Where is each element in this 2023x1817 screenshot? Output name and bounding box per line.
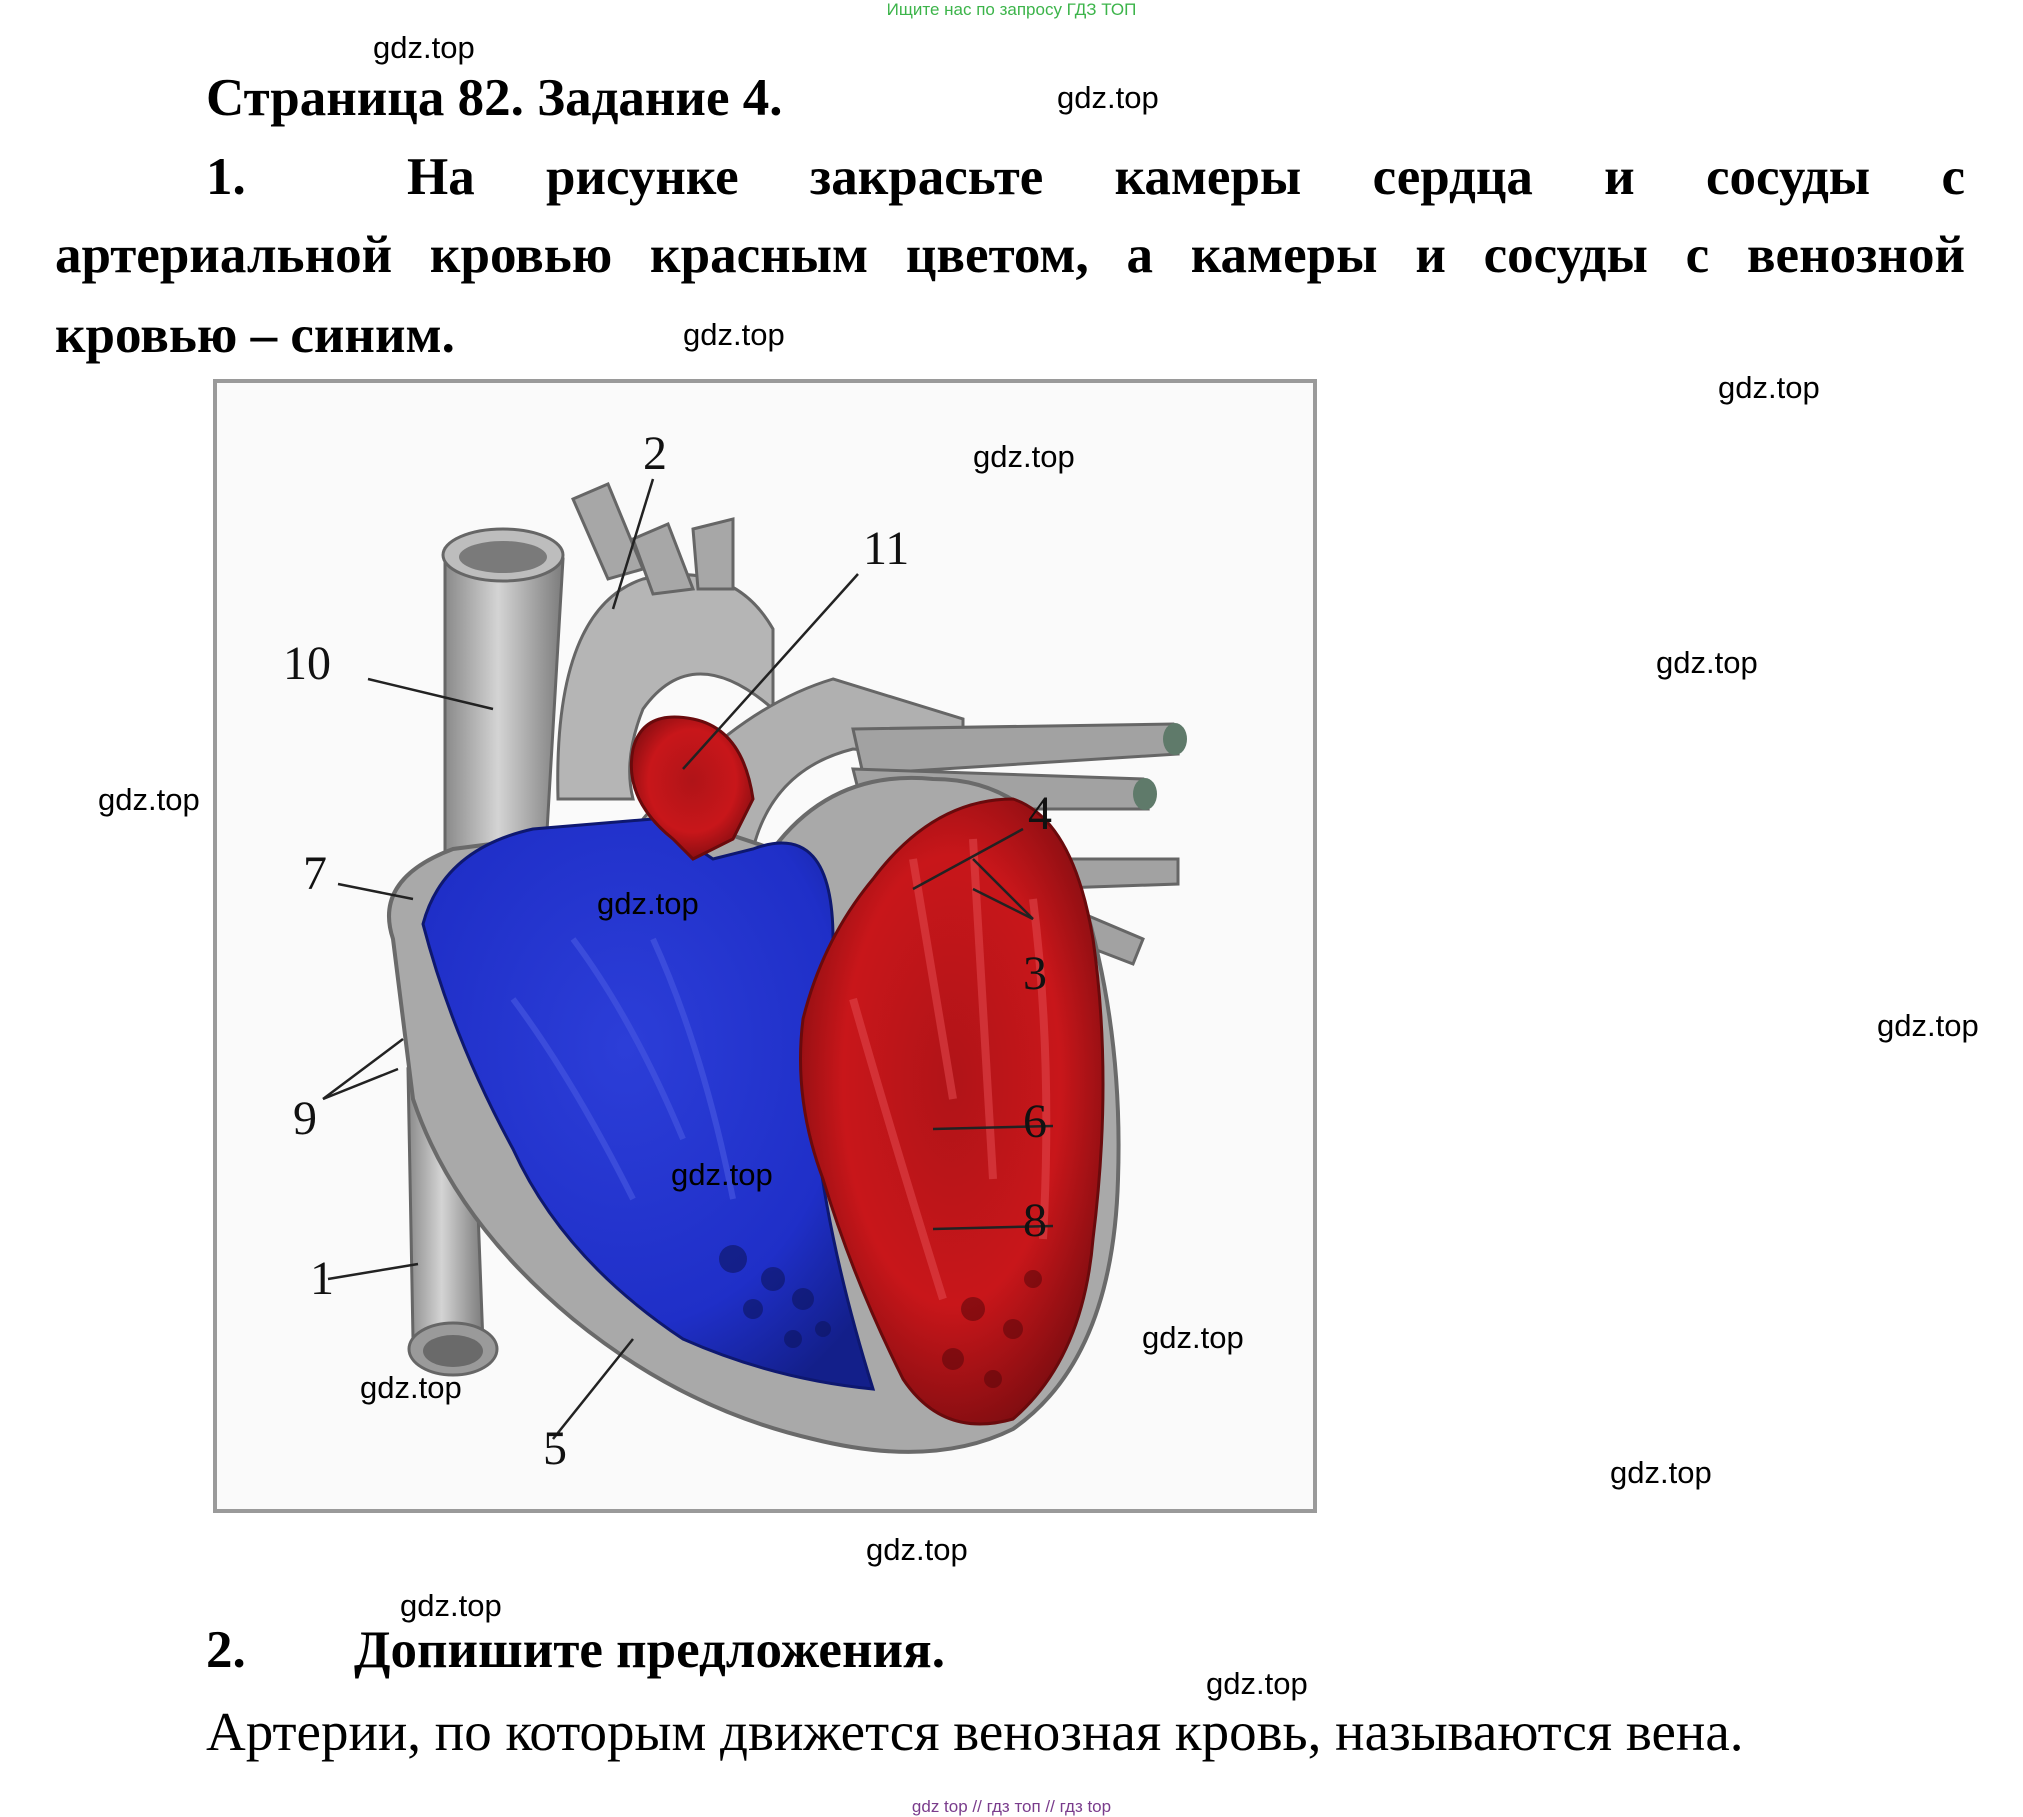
label-9: 9 — [293, 1092, 317, 1145]
task1-word: и — [1604, 148, 1635, 206]
task1-number: 1. — [206, 148, 246, 206]
watermark[interactable]: gdz.top — [1057, 80, 1159, 115]
task1-word: с — [1941, 148, 1965, 206]
watermark[interactable]: gdz.top — [683, 317, 785, 352]
label-8: 8 — [1023, 1194, 1047, 1247]
task2-title: Допишите предложения. — [354, 1621, 945, 1679]
label-1: 1 — [310, 1252, 334, 1305]
label-3: 3 — [1023, 947, 1047, 1000]
task2-answer: Артерии, по которым движется венозная кровь, называются вена. — [206, 1701, 1744, 1762]
label-4: 4 — [1028, 787, 1052, 840]
label-7: 7 — [303, 847, 327, 900]
watermark[interactable]: gdz.top — [1206, 1666, 1308, 1701]
task2-number: 2. — [206, 1621, 246, 1679]
watermark[interactable]: gdz.top — [98, 782, 200, 817]
watermark[interactable]: gdz.top — [866, 1532, 968, 1567]
task1-word: сосуды — [1705, 148, 1871, 206]
label-5: 5 — [543, 1422, 567, 1475]
label-6: 6 — [1023, 1095, 1047, 1148]
watermark[interactable]: gdz.top — [373, 30, 475, 65]
task1-word: камеры — [1114, 148, 1302, 206]
watermark[interactable]: gdz.top — [597, 886, 699, 921]
label-10: 10 — [283, 637, 331, 690]
watermark[interactable]: gdz.top — [1656, 645, 1758, 680]
task1-word: закрасьте — [809, 148, 1044, 206]
label-11: 11 — [863, 522, 910, 575]
task1-line2: артериальной кровью красным цветом, а камеры и сосуды с венозной — [55, 226, 1965, 284]
watermark[interactable]: gdz.top — [400, 1588, 502, 1623]
watermark[interactable]: gdz.top — [1142, 1320, 1244, 1355]
bottom-banner[interactable]: gdz top // гдз топ // гдз top — [911, 1797, 1112, 1816]
task2-heading — [206, 1620, 945, 1680]
page-heading: Страница 82. Задание 4. — [206, 69, 783, 127]
label-2: 2 — [643, 427, 667, 480]
task1-word: На — [407, 148, 475, 206]
watermark[interactable]: gdz.top — [1718, 370, 1820, 405]
watermark[interactable]: gdz.top — [1877, 1008, 1979, 1043]
watermark[interactable]: gdz.top — [1610, 1455, 1712, 1490]
watermark[interactable]: gdz.top — [360, 1370, 462, 1405]
watermark[interactable]: gdz.top — [671, 1157, 773, 1192]
task1-word: сердца — [1372, 148, 1533, 206]
top-banner[interactable]: Ищите нас по запросу ГДЗ ТОП — [886, 0, 1137, 19]
watermark[interactable]: gdz.top — [973, 439, 1075, 474]
task1-word: рисунке — [546, 148, 739, 206]
task1-line3: кровью – синим. — [55, 306, 455, 364]
task1-line1 — [55, 147, 1965, 207]
